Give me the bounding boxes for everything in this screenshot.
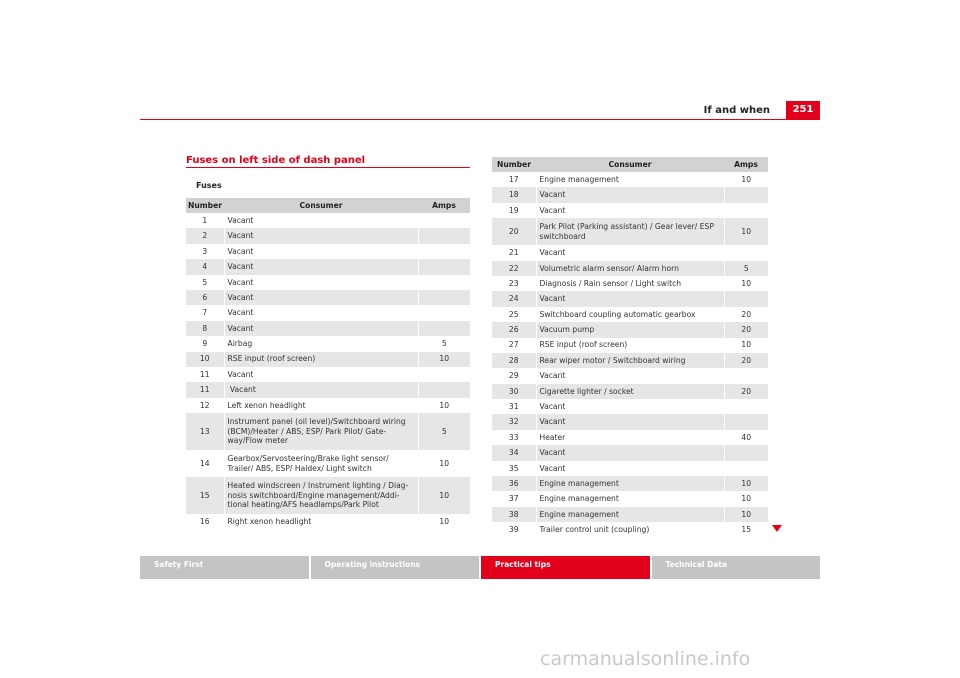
fuse-number: 19: [508, 205, 519, 215]
fuse-consumer: Volumetric alarm sensor/ Alarm horn: [536, 261, 724, 276]
fuse-amps: 5: [418, 336, 470, 351]
fuse-consumer: Vacant: [536, 203, 724, 218]
fuse-amps: [418, 382, 470, 397]
fuse-consumer: Vacant: [536, 461, 724, 476]
column-header-consumer: Consumer: [224, 198, 418, 213]
page-header-title: If and when: [703, 105, 770, 116]
fuse-amps: 20: [724, 322, 768, 337]
fuse-amps: 10: [724, 172, 768, 187]
fuse-consumer: Vacant: [224, 290, 418, 305]
table-row: [492, 187, 768, 202]
table-row: [186, 514, 470, 529]
fuse-consumer: Vacant: [536, 445, 724, 460]
table-row: [492, 276, 768, 291]
fuse-number: 33: [508, 432, 519, 442]
fuse-amps: 10: [418, 352, 470, 367]
fuse-amps: [418, 213, 470, 228]
fuse-number: 15: [186, 477, 224, 514]
fuse-consumer: RSE input (roof screen): [536, 338, 724, 353]
fuse-amps: 40: [724, 430, 768, 445]
table-row: [492, 430, 768, 445]
fuse-number: 6: [186, 290, 224, 305]
fuse-amps: [724, 245, 768, 260]
fuse-consumer: Vacant: [224, 305, 418, 320]
table-row: [186, 275, 470, 290]
fuse-number: 12: [199, 400, 210, 410]
fuse-number: 1: [202, 215, 208, 225]
table-row: [186, 477, 470, 514]
fuse-number: 30: [492, 384, 536, 399]
fuse-number: 39: [508, 525, 519, 535]
fuse-amps: 10: [418, 477, 470, 514]
fuse-consumer: Engine management: [536, 491, 724, 506]
fuse-amps: [418, 259, 470, 274]
fuse-number: 7: [202, 308, 208, 318]
fuse-amps: 10: [724, 276, 768, 291]
fuse-consumer: Right xenon headlight: [224, 514, 418, 529]
table-row: [492, 384, 768, 399]
page-number: 251: [786, 101, 820, 119]
table-row: [492, 261, 768, 276]
fuse-amps: [418, 305, 470, 320]
fuse-consumer: Heater: [536, 430, 724, 445]
table-row: [492, 491, 768, 506]
fuse-consumer: Vacant: [536, 187, 724, 202]
table-row: [186, 290, 470, 305]
table-row: [186, 321, 470, 336]
fuse-amps: 5: [418, 413, 470, 450]
fuse-amps: [724, 414, 768, 429]
fuse-amps: 10: [724, 338, 768, 353]
table-row: [492, 445, 768, 460]
fuse-consumer: Instrument panel (oil level)/Switchboard wiring (BCM)/Heater / ABS, ESP/ Park Pilot/ Gate-way/Flow meter: [224, 413, 418, 450]
table-row: [492, 338, 768, 353]
table-row: [186, 367, 470, 382]
table-row: [186, 352, 470, 367]
fuse-number: 22: [492, 261, 536, 276]
table-header-row: [492, 157, 768, 172]
fuse-consumer: Cigarette lighter / socket: [536, 384, 724, 399]
fuse-consumer: Heated windscreen / Instrument lighting / Diag-nosis switchboard/Engine management/Addi-tional heating/AFS headlamps/Park Pilot: [224, 477, 418, 514]
fuse-number: 13: [186, 413, 224, 450]
fuse-number: 4: [186, 259, 224, 274]
fuse-amps: [418, 367, 470, 382]
fuse-number: 31: [508, 402, 519, 412]
fuse-amps: 10: [724, 507, 768, 522]
fuse-consumer: Vacant: [224, 275, 418, 290]
fuse-consumer: Vacant: [224, 228, 418, 243]
fuse-amps: 10: [418, 450, 470, 477]
fuse-amps: [418, 228, 470, 243]
fuse-consumer: Engine management: [536, 507, 724, 522]
fuse-amps: 20: [724, 353, 768, 368]
fuse-number: 28: [492, 353, 536, 368]
header-rule: [140, 119, 820, 120]
table-row: [186, 398, 470, 413]
table-row: [492, 307, 768, 322]
fuse-number: 34: [492, 445, 536, 460]
fuse-amps: [724, 445, 768, 460]
fuse-number: 11: [199, 369, 210, 379]
table-row: [186, 382, 470, 397]
fuse-number: 11: [186, 382, 224, 397]
fuse-amps: [724, 461, 768, 476]
table-row: [186, 259, 470, 274]
fuse-amps: [418, 275, 470, 290]
fuse-number: 24: [492, 291, 536, 306]
section-title: Fuses on left side of dash panel: [186, 155, 366, 166]
fuse-amps: 5: [724, 261, 768, 276]
column-header-consumer: Consumer: [536, 157, 724, 172]
section-subtitle: Fuses: [196, 181, 222, 190]
fuse-consumer: Engine management: [536, 172, 724, 187]
column-header-number: Number: [492, 157, 536, 172]
table-row: [186, 336, 470, 351]
fuse-number: 21: [508, 248, 519, 258]
table-row: [492, 245, 768, 260]
table-row: [492, 353, 768, 368]
table-row: [492, 461, 768, 476]
fuse-consumer: Left xenon headlight: [224, 398, 418, 413]
fuse-amps: 10: [724, 218, 768, 245]
fuse-number: 37: [508, 494, 519, 504]
table-row: [186, 244, 470, 259]
fuse-table-right: [492, 157, 768, 538]
fuse-number: 20: [492, 218, 536, 245]
fuse-number: 10: [186, 352, 224, 367]
fuse-number: 2: [186, 228, 224, 243]
fuse-consumer: Vacant: [536, 414, 724, 429]
fuse-number: 32: [492, 414, 536, 429]
fuse-amps: [724, 368, 768, 383]
fuse-number: 5: [202, 277, 208, 287]
table-row: [492, 172, 768, 187]
fuse-amps: 20: [724, 307, 768, 322]
fuse-table-left: [186, 198, 470, 529]
table-row: [186, 305, 470, 320]
fuse-amps: [724, 399, 768, 414]
fuse-number: 29: [508, 371, 519, 381]
table-row: [492, 203, 768, 218]
table-row: [492, 399, 768, 414]
fuse-amps: 10: [418, 514, 470, 529]
fuse-consumer: Vacant: [536, 245, 724, 260]
column-header-number: Number: [186, 198, 224, 213]
fuse-consumer: Engine management: [536, 476, 724, 491]
footer-tab-practical-tips[interactable]: Practical tips: [481, 556, 650, 579]
fuse-number: 8: [186, 321, 224, 336]
table-row: [492, 476, 768, 491]
fuse-consumer: Vacuum pump: [536, 322, 724, 337]
fuse-amps: [724, 203, 768, 218]
fuse-consumer: Trailer control unit (coupling): [536, 522, 724, 537]
column-header-amps: Amps: [724, 157, 768, 172]
footer-tab-operating-instructions[interactable]: Operating instructions: [311, 556, 480, 579]
table-row: [186, 228, 470, 243]
fuse-consumer: Vacant: [224, 244, 418, 259]
fuse-number: 25: [508, 309, 519, 319]
section-rule: [186, 167, 470, 168]
table-row: [492, 218, 768, 245]
fuse-consumer: Vacant: [536, 291, 724, 306]
fuse-amps: 10: [724, 491, 768, 506]
table-row: [186, 450, 470, 477]
table-row: [492, 291, 768, 306]
fuse-consumer: Switchboard coupling automatic gearbox: [536, 307, 724, 322]
footer-tab-safety-first[interactable]: Safety First: [140, 556, 309, 579]
column-header-amps: Amps: [418, 198, 470, 213]
fuse-consumer: Gearbox/Servosteering/Brake light sensor/ Trailer/ ABS, ESP/ Haldex/ Light switch: [224, 450, 418, 477]
fuse-amps: [418, 244, 470, 259]
fuse-consumer: Vacant: [224, 367, 418, 382]
fuse-consumer: Vacant: [224, 382, 418, 397]
fuse-number: 9: [202, 339, 208, 349]
footer-tab-technical-data[interactable]: Technical Data: [652, 556, 821, 579]
table-header-row: [186, 198, 470, 213]
fuse-consumer: Airbag: [224, 336, 418, 351]
fuse-amps: [724, 291, 768, 306]
table-row: [492, 368, 768, 383]
table-row: [186, 213, 470, 228]
fuse-consumer: Vacant: [536, 368, 724, 383]
fuse-amps: [724, 187, 768, 202]
fuse-number: 35: [508, 463, 519, 473]
table-row: [492, 322, 768, 337]
fuse-number: 14: [199, 458, 210, 468]
fuse-number: 26: [492, 322, 536, 337]
fuse-consumer: Vacant: [536, 399, 724, 414]
fuse-number: 16: [199, 517, 210, 527]
footer-nav: [140, 556, 820, 579]
fuse-consumer: Rear wiper motor / Switchboard wiring: [536, 353, 724, 368]
fuse-number: 23: [508, 278, 519, 288]
fuse-consumer: Vacant: [224, 321, 418, 336]
fuse-amps: 20: [724, 384, 768, 399]
table-row: [492, 522, 768, 537]
fuse-amps: 10: [418, 398, 470, 413]
table-row: [492, 507, 768, 522]
table-row: [492, 414, 768, 429]
fuse-number: 38: [492, 507, 536, 522]
fuse-number: 18: [492, 187, 536, 202]
table-row: [186, 413, 470, 450]
fuse-number: 27: [508, 340, 519, 350]
fuse-number: 3: [202, 246, 208, 256]
fuse-amps: 15: [724, 522, 768, 537]
fuse-consumer: Park Pilot (Parking assistant) / Gear lever/ ESP switchboard: [536, 218, 724, 245]
fuse-amps: [418, 321, 470, 336]
fuse-amps: [418, 290, 470, 305]
continue-arrow-icon: [772, 525, 782, 532]
fuse-consumer: RSE input (roof screen): [224, 352, 418, 367]
fuse-number: 36: [492, 476, 536, 491]
fuse-consumer: Diagnosis / Rain sensor / Light switch: [536, 276, 724, 291]
fuse-consumer: Vacant: [224, 213, 418, 228]
fuse-consumer: Vacant: [224, 259, 418, 274]
fuse-amps: 10: [724, 476, 768, 491]
watermark: carmanualsonline.info: [540, 648, 751, 670]
fuse-number: 17: [508, 174, 519, 184]
